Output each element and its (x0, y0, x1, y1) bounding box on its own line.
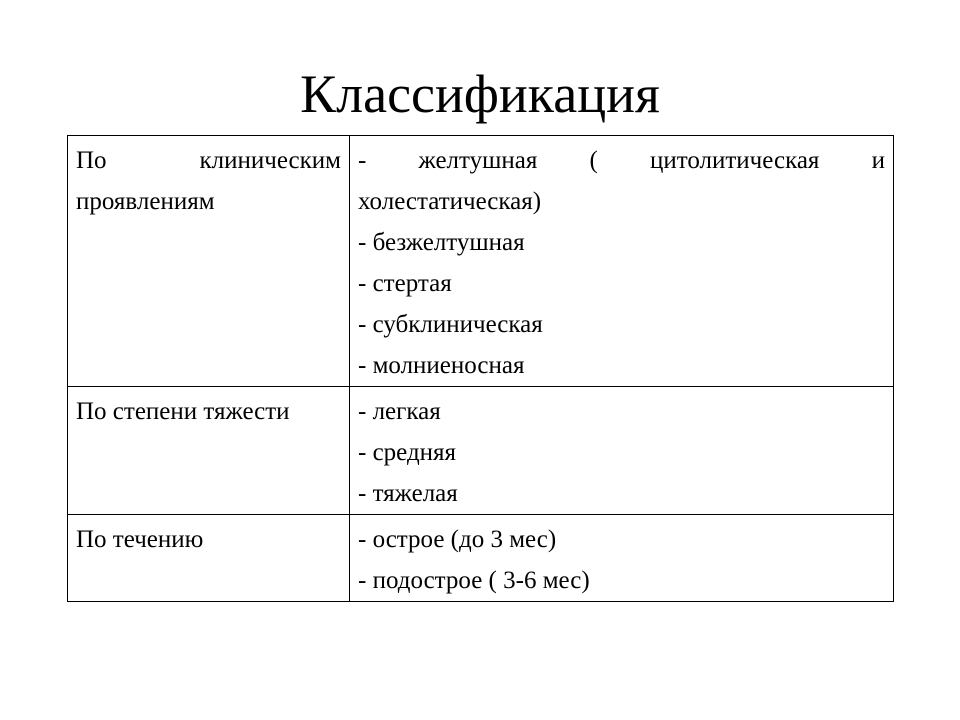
type-item: - средняя (358, 439, 457, 466)
type-item: - безжелтушная (358, 229, 525, 256)
criterion-cell: По степени тяжести (68, 387, 350, 515)
type-item: - подострое ( 3-6 мес) (358, 567, 590, 594)
criterion-cell: По течению (68, 515, 350, 602)
type-item: - желтушная ( цитолитическая и холестатическая) (358, 147, 885, 215)
type-item: - субклиническая (358, 311, 543, 338)
types-cell (350, 136, 894, 387)
classification-table (67, 135, 894, 602)
type-item: - стертая (358, 270, 452, 297)
table-row-severity (68, 387, 894, 515)
type-item: - молниеносная (358, 352, 525, 379)
types-cell (350, 515, 894, 602)
type-item: - легкая (358, 398, 441, 425)
type-item: - тяжелая (358, 480, 458, 507)
type-item: - острое (до 3 мес) (358, 526, 557, 553)
table-row-course (68, 515, 894, 602)
types-cell (350, 387, 894, 515)
slide-title: Классификация (300, 64, 660, 124)
criterion-cell: По клиническим проявлениям (68, 136, 350, 387)
table-row-clinical (68, 136, 894, 387)
